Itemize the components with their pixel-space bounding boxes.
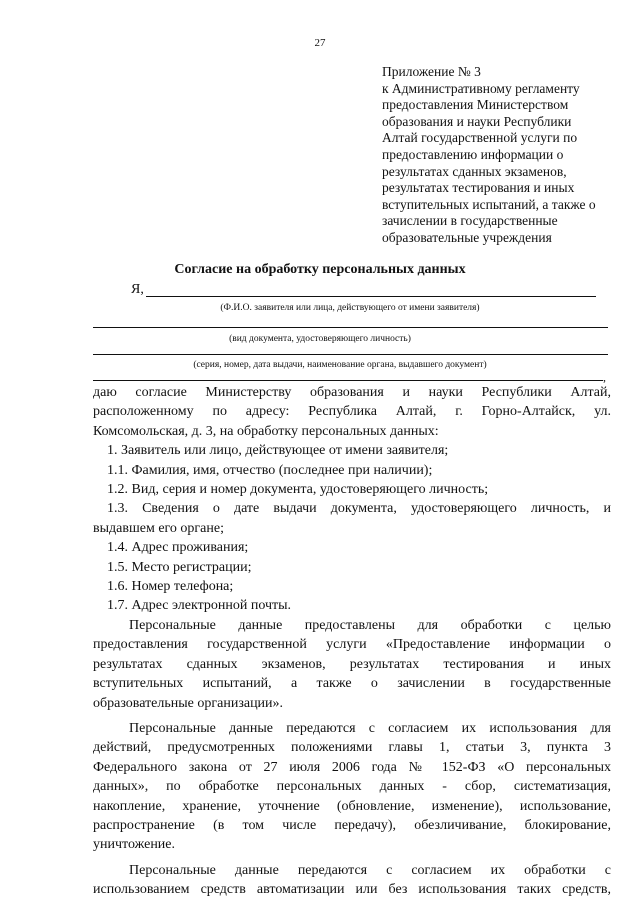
paragraph-line: образовательные организации». [93,695,284,711]
paragraph-line: использованием средств автоматизации или без использования таких средств, [93,882,611,898]
appendix-line: Алтай государственной услуги по [382,130,578,146]
list-item: 1.7. Адрес электронной почты. [107,598,292,614]
list-item: 1. Заявитель или лицо, действующее от имени заявителя; [107,443,449,459]
consent-body [93,383,611,900]
consent-line: Комсомольская, д. 3, на обработку персональных данных: [93,423,439,439]
appendix-line: предоставления Министерством [382,97,569,113]
fio-caption: (Ф.И.О. заявителя или лица, действующего от имени заявителя) [220,303,480,313]
consent-line: даю согласие Министерству образования и науки Республики Алтай, [93,385,611,400]
document-type-caption: (вид документа, удостоверяющего личность) [229,334,411,344]
appendix-line: зачислении в государственные [382,213,558,229]
document-series-caption: (серия, номер, дата выдачи, наименование органа, выдавшего документ) [193,360,487,370]
page-number: 27 [314,37,326,49]
paragraph-line: Персональные данные предоставлены для обработки с целью [129,617,611,633]
paragraph-line: результатах сданных экзаменов, результатах тестирования и иных [93,656,611,672]
paragraph-line: данных», по обработке персональных данных - сбор, систематизация, [93,779,611,795]
extra-fill-line [93,380,603,381]
list-item: 1.1. Фамилия, имя, отчество (последнее при наличии); [107,462,433,478]
list-item: 1.3. Сведения о дате выдачи документа, удостоверяющего личность, и [107,501,611,517]
appendix-line: предоставлению информации о [382,146,564,162]
paragraph-line: Федерального закона от 27 июля 2006 года № 152-ФЗ «О персональных [93,759,611,775]
paragraph-line: распространение (в том числе передачу), обезличивание, блокирование, [93,817,611,833]
appendix-line: вступительных испытаний, а также о [382,196,596,212]
list-item: 1.2. Вид, серия и номер документа, удостоверяющего личность; [107,482,489,498]
list-item: 1.6. Номер телефона; [107,579,234,595]
appendix-line: результатах сданных экзаменов, [382,163,567,179]
document-type-fill-line [93,327,608,328]
fill-line-comma: , [603,370,606,384]
document-title: Согласие на обработку персональных данных [174,262,466,277]
document-series-fill-line [93,354,608,355]
paragraph-line: накопление, хранение, уточнение (обновление, изменение), использование, [93,798,611,814]
ya-label: Я, [131,282,144,297]
paragraph-line: Персональные данные передаются с согласием их использования для [129,720,611,736]
paragraph-line: уничтожение. [93,837,176,853]
paragraph-line: Персональные данные передаются с согласием их обработки с [129,862,611,878]
list-item: 1.5. Место регистрации; [107,559,252,575]
consent-line: расположенному по адресу: Республика Алтай, г. Горно-Алтайск, ул. [93,404,611,420]
appendix-line: Приложение № 3 [382,64,481,79]
appendix-line: результатах тестирования и иных [382,180,575,196]
list-item-continuation: выдавшем его органе; [93,520,224,536]
list-item: 1.4. Адрес проживания; [107,540,249,556]
appendix-line: образовательные учреждения [382,229,552,245]
paragraph-line: вступительных испытаний, а также о зачислении в государственные [93,676,611,692]
paragraph-line: предоставления государственной услуги «Предоставление информации о [93,637,611,653]
fio-fill-line [146,296,596,297]
appendix-line: образования и науки Республики [382,113,572,129]
appendix-line: к Административному регламенту [382,80,580,96]
paragraph-line: действий, предусмотренных положениями главы 1, статьи 3, пункта 3 [93,740,611,756]
appendix-header [382,64,617,247]
